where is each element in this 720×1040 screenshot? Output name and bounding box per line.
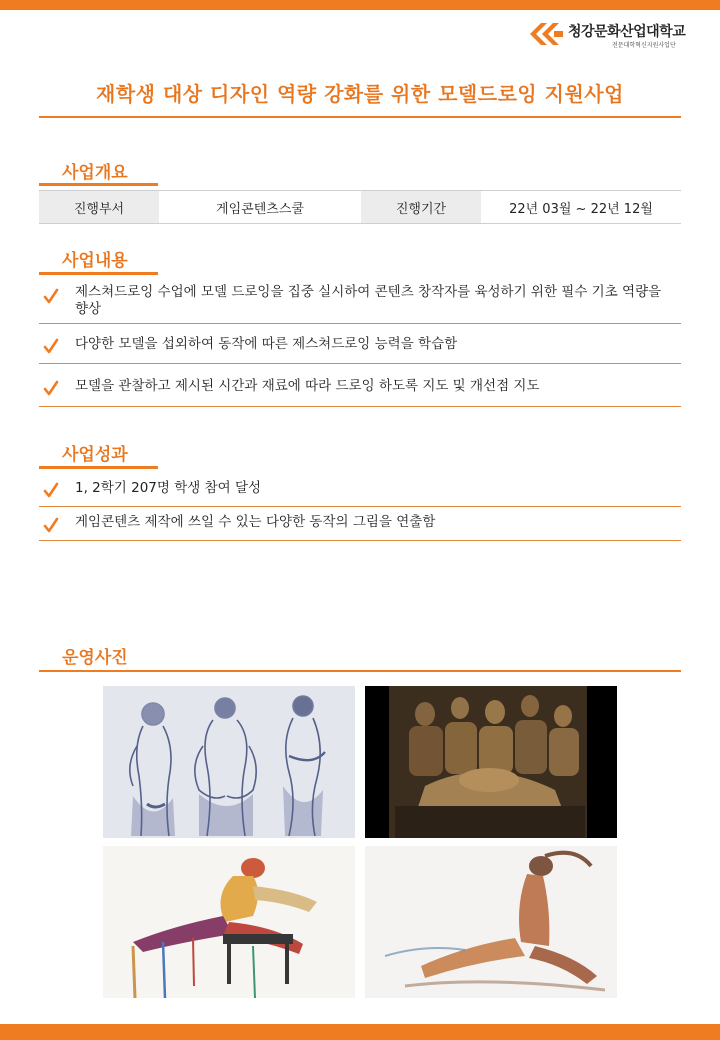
logo-subtitle: 전문대학혁신지원사업단 xyxy=(612,42,676,49)
list-item xyxy=(39,278,681,324)
list-item xyxy=(39,470,681,507)
list-item-text: 1, 2학기 207명 학생 참여 달성 xyxy=(75,480,262,496)
check-icon xyxy=(43,338,59,354)
check-icon xyxy=(43,482,59,498)
list-item xyxy=(39,364,681,407)
list-item-text: 게임콘텐츠 제작에 쓰일 수 있는 다양한 동작의 그림을 연출함 xyxy=(75,514,436,530)
ck-logo-icon xyxy=(528,21,564,47)
title-divider xyxy=(39,116,681,118)
top-accent-bar xyxy=(0,0,720,10)
page-title: 재학생 대상 디자인 역량 강화를 위한 모델드로잉 지원사업 xyxy=(96,82,624,106)
section-underline xyxy=(39,183,158,186)
dept-label: 진행부서 xyxy=(39,191,159,223)
period-label: 진행기간 xyxy=(361,191,481,223)
photo-crowd-painting xyxy=(365,686,617,838)
section-heading-results: 사업성과 xyxy=(62,445,128,465)
period-value: 22년 03월 ~ 22년 12월 xyxy=(509,201,653,217)
dept-value: 게임콘텐츠스쿨 xyxy=(216,201,304,217)
university-logo xyxy=(528,18,708,52)
check-icon xyxy=(43,380,59,396)
section-underline xyxy=(39,272,158,275)
section-heading-photos: 운영사진 xyxy=(62,648,128,668)
photo-reclining-figure xyxy=(365,846,617,998)
bottom-accent-bar xyxy=(0,1024,720,1040)
overview-table xyxy=(39,190,681,224)
list-item-text: 제스쳐드로잉 수업에 모델 드로잉을 집중 실시하여 콘텐츠 창작자를 육성하기 위한 필수 기초 역량을 향상 xyxy=(75,284,662,317)
check-icon xyxy=(43,288,59,304)
list-item-text: 모델을 관찰하고 제시된 시간과 재료에 따라 드로잉 하도록 지도 및 개선점 지도 xyxy=(75,378,540,394)
list-item xyxy=(39,507,681,541)
photo-colorful-figure xyxy=(103,846,355,998)
section-heading-overview: 사업개요 xyxy=(62,163,128,183)
section-underline xyxy=(39,466,158,469)
photo-section-divider xyxy=(39,670,681,672)
check-icon xyxy=(43,517,59,533)
list-item xyxy=(39,324,681,364)
list-item-text: 다양한 모델을 섭외하여 동작에 따른 제스쳐드로잉 능력을 학습함 xyxy=(75,336,458,352)
logo-name: 청강문화산업대학교 xyxy=(568,24,686,40)
photo-gesture-sketches xyxy=(103,686,355,838)
section-heading-content: 사업내용 xyxy=(62,251,128,271)
